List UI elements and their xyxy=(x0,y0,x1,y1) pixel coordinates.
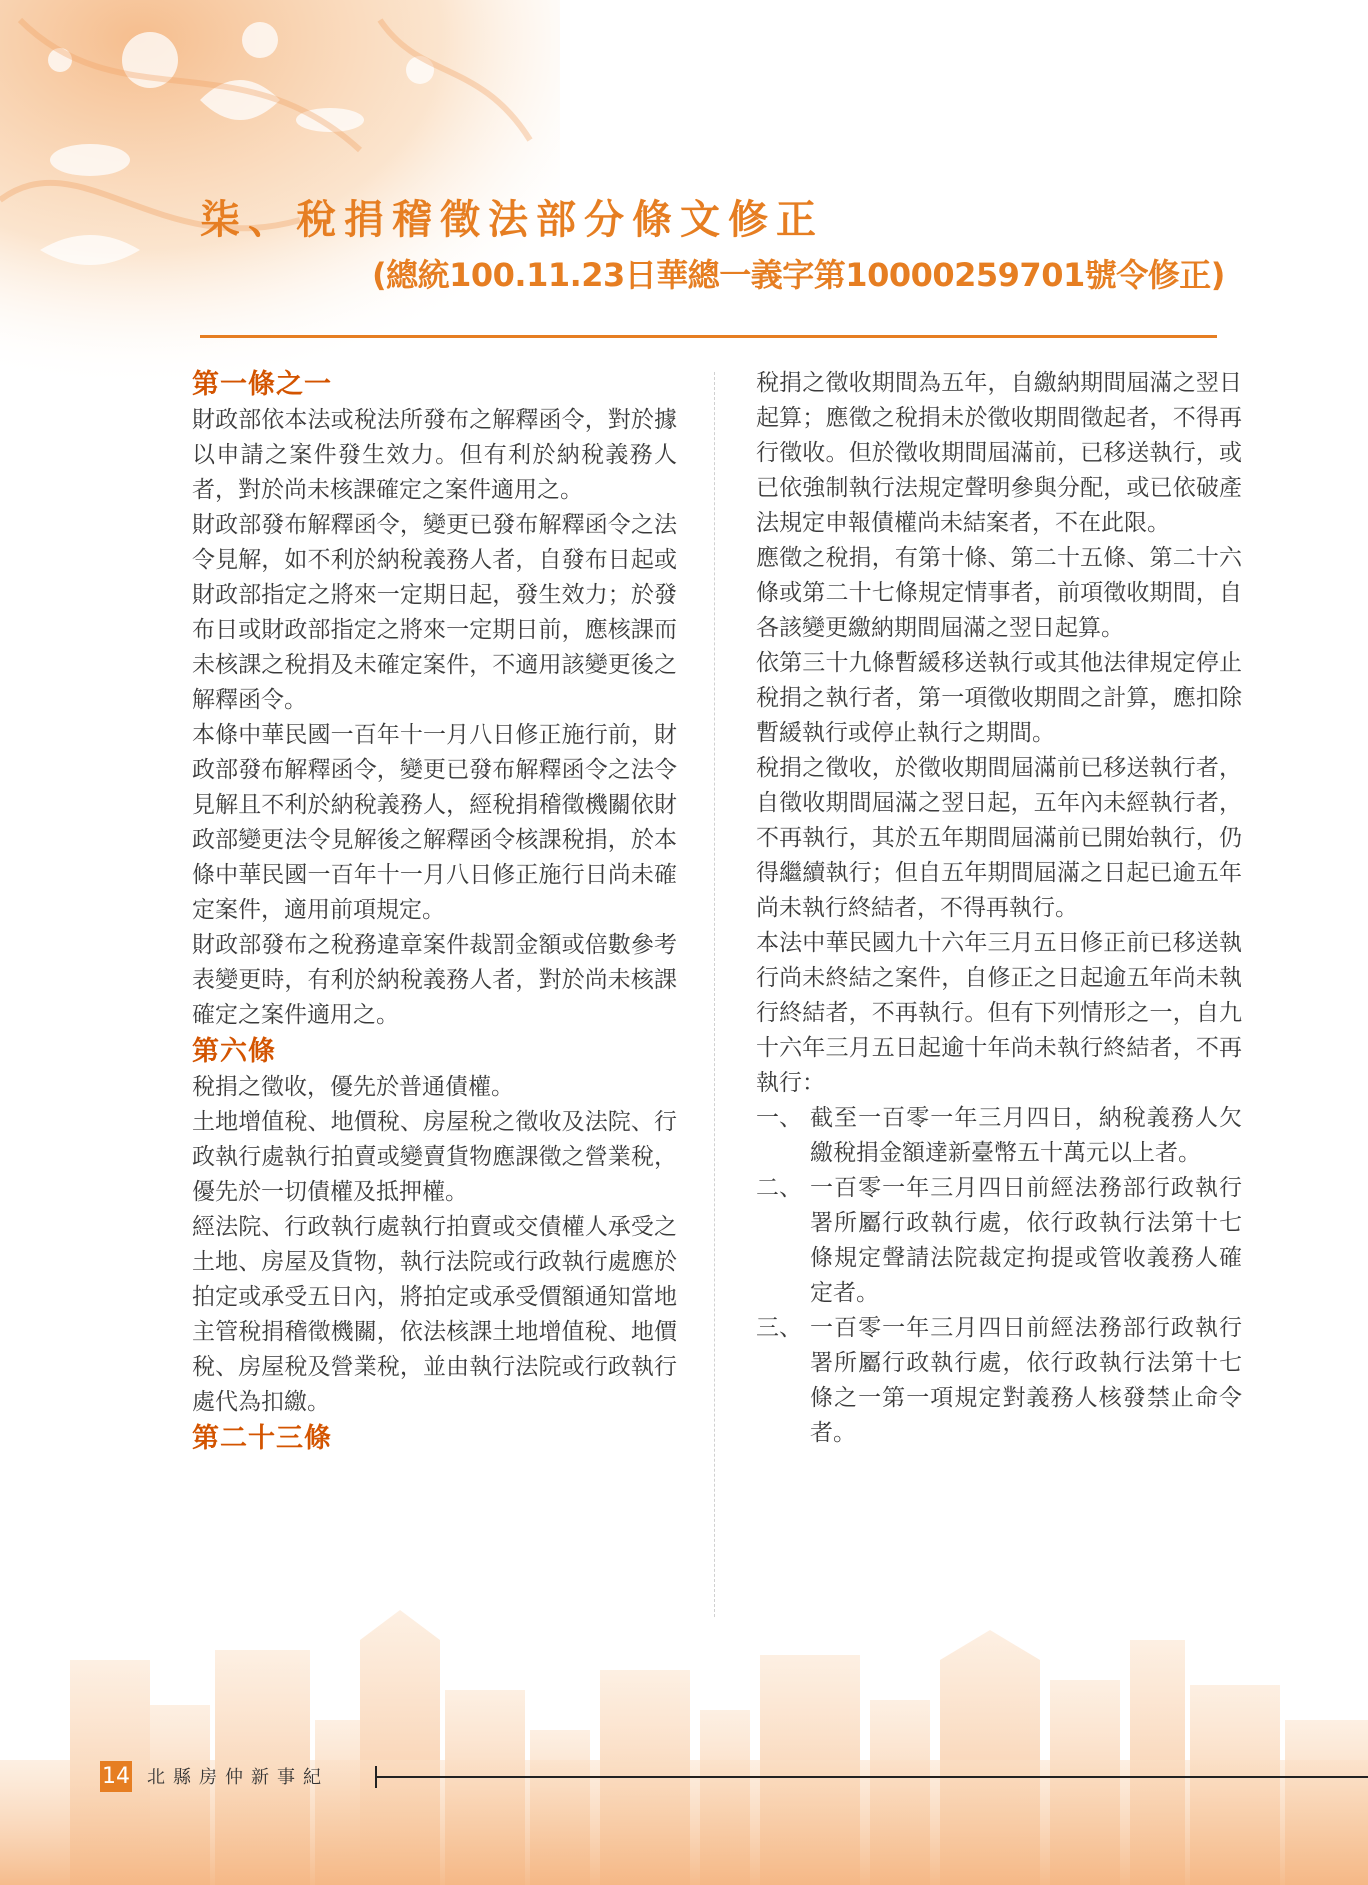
article-paragraph: 財政部發布解釋函令，變更已發布解釋函令之法令見解，如不利於納稅義務人者，自發布日起或財政部指定之將來一定期日起，發生效力；於發布日或財政部指定之將來一定期日前，應核課而未核課之稅捐及未確定案件，不適用該變更後之解釋函令。 xyxy=(192,512,677,713)
article-paragraph: 經法院、行政執行處執行拍賣或交債權人承受之土地、房屋及貨物，執行法院或行政執行處應於拍定或承受五日內，將拍定或承受價額通知當地主管稅捐稽徵機關，依法核課土地增值稅、地價稅、房屋稅及營業稅，並由執行法院或行政執行處代為扣繳。 xyxy=(192,1214,677,1415)
left-column xyxy=(192,366,677,1457)
article-paragraph: 財政部發布之稅務違章案件裁罰金額或倍數參考表變更時，有利於納稅義務人者，對於尚未核課確定之案件適用之。 xyxy=(192,932,677,1028)
page-number: 14 xyxy=(100,1761,132,1792)
title-divider xyxy=(200,335,1217,338)
magazine-name: 北縣房仲新事紀 xyxy=(147,1767,329,1788)
article-heading: 第六條 xyxy=(192,1036,276,1067)
list-item xyxy=(756,1101,1242,1171)
page-subtitle: (總統100.11.23日華總一義字第10000259701號令修正) xyxy=(372,256,1225,294)
article-paragraph: 稅捐之徵收，於徵收期間屆滿前已移送執行者，自徵收期間屆滿之翌日起，五年內未經執行者，不再執行，其於五年期間屆滿前已開始執行，仍得繼續執行；但自五年期間屆滿之日起已逾五年尚未執行終結者，不得再執行。 xyxy=(756,755,1242,921)
article-heading: 第一條之一 xyxy=(192,369,332,400)
article-paragraph: 土地增值稅、地價稅、房屋稅之徵收及法院、行政執行處執行拍賣或變賣貨物應課徵之營業稅，優先於一切債權及抵押權。 xyxy=(192,1109,677,1205)
list-item-text: 一百零一年三月四日前經法務部行政執行署所屬行政執行處，依行政執行法第十七條規定聲請法院裁定拘提或管收義務人確定者。 xyxy=(810,1175,1242,1306)
article-heading: 第二十三條 xyxy=(192,1423,332,1454)
list-marker: 一、 xyxy=(756,1105,802,1131)
list-item-text: 截至一百零一年三月四日，納稅義務人欠繳稅捐金額達新臺幣五十萬元以上者。 xyxy=(810,1105,1242,1166)
footer-rule xyxy=(377,1776,1368,1778)
right-column xyxy=(756,366,1242,1451)
city-skyline-decoration xyxy=(0,1610,1368,1885)
article-paragraph: 本法中華民國九十六年三月五日修正前已移送執行尚未終結之案件，自修正之日起逾五年尚未執行終結者，不再執行。但有下列情形之一，自九十六年三月五日起逾十年尚未執行終結者，不再執行： xyxy=(756,930,1242,1096)
list-item xyxy=(756,1311,1242,1451)
list-item xyxy=(756,1171,1242,1311)
column-divider xyxy=(714,372,715,1617)
article-paragraph: 本條中華民國一百年十一月八日修正施行前，財政部發布解釋函令，變更已發布解釋函令之法令見解且不利於納稅義務人，經稅捐稽徵機關依財政部變更法令見解後之解釋函令核課稅捐，於本條中華民國一百年十一月八日修正施行日尚未確定案件，適用前項規定。 xyxy=(192,722,677,923)
article-paragraph: 依第三十九條暫緩移送執行或其他法律規定停止稅捐之執行者，第一項徵收期間之計算，應扣除暫緩執行或停止執行之期間。 xyxy=(756,650,1242,746)
article-paragraph: 財政部依本法或稅法所發布之解釋函令，對於據以申請之案件發生效力。但有利於納稅義務人者，對於尚未核課確定之案件適用之。 xyxy=(192,407,677,503)
numbered-list xyxy=(756,1101,1242,1451)
article-paragraph: 稅捐之徵收期間為五年，自繳納期間屆滿之翌日起算；應徵之稅捐未於徵收期間徵起者，不得再行徵收。但於徵收期間屆滿前，已移送執行，或已依強制執行法規定聲明參與分配，或已依破產法規定申報債權尚未結案者，不在此限。 xyxy=(756,370,1242,536)
article-paragraph: 應徵之稅捐，有第十條、第二十五條、第二十六條或第二十七條規定情事者，前項徵收期間，自各該變更繳納期間屆滿之翌日起算。 xyxy=(756,545,1242,641)
list-item-text: 一百零一年三月四日前經法務部行政執行署所屬行政執行處，依行政執行法第十七條之一第一項規定對義務人核發禁止命令者。 xyxy=(810,1315,1242,1446)
list-marker: 三、 xyxy=(756,1315,802,1341)
article-paragraph: 稅捐之徵收，優先於普通債權。 xyxy=(192,1074,514,1100)
list-marker: 二、 xyxy=(756,1175,802,1201)
page-title: 柒、稅捐稽徵法部分條文修正 xyxy=(200,197,824,243)
